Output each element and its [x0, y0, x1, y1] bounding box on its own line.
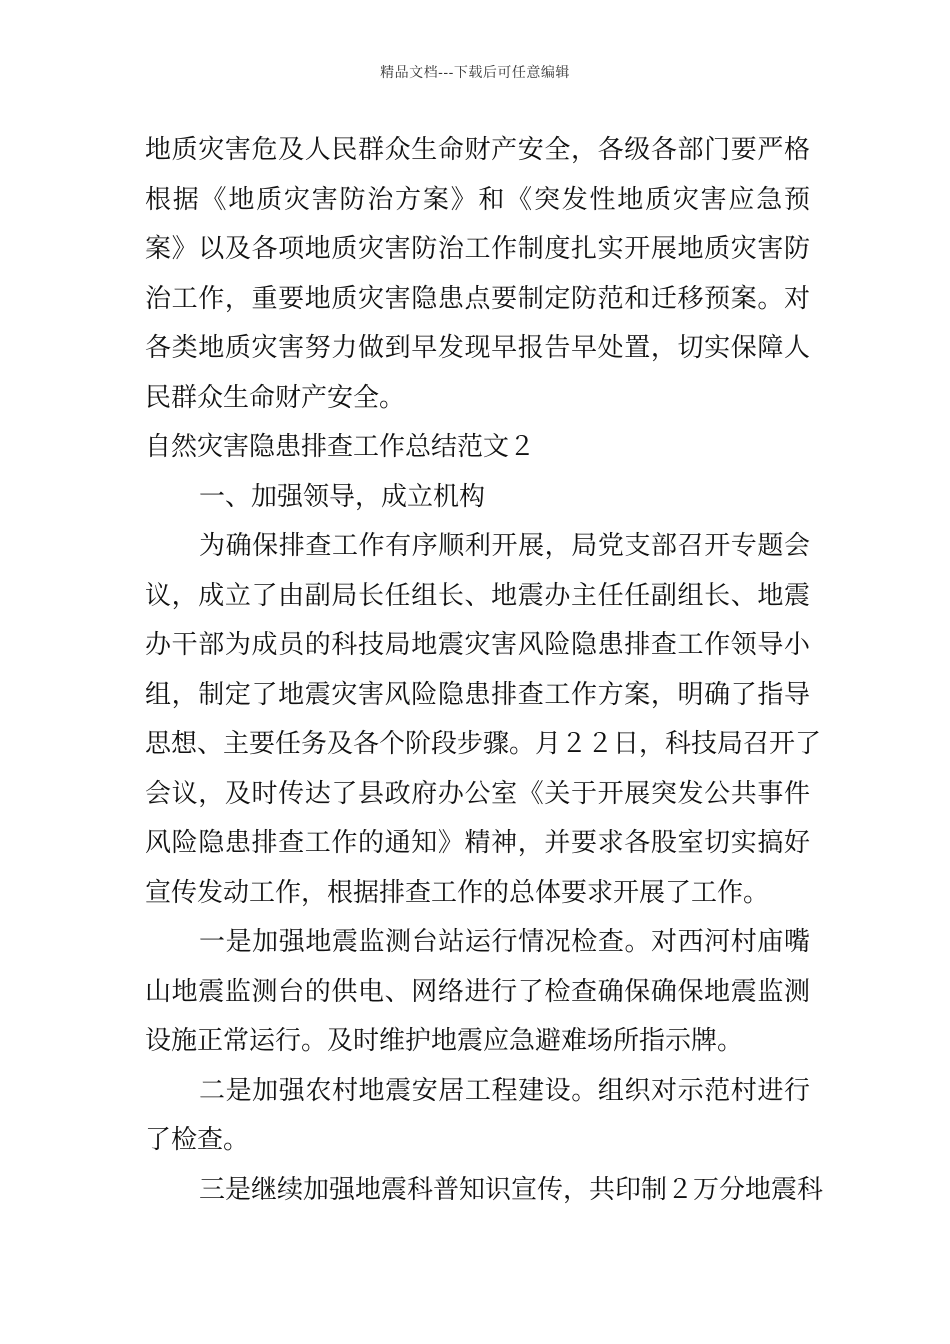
text-line: 地质灾害危及人民群众生命财产安全，各级各部门要严格 — [145, 135, 810, 165]
page-header: 精品文档---下载后可任意编辑 — [380, 65, 570, 81]
text-line: 组，制定了地震灾害风险隐患排查工作方案，明确了指导 — [145, 679, 810, 710]
text-line: 民群众生命财产安全。 — [145, 382, 406, 413]
text-line: 设施正常运行。及时维护地震应急避难场所指示牌。 — [145, 1026, 744, 1056]
text-line: 办干部为成员的科技局地震灾害风险隐患排查工作领导小 — [145, 630, 810, 660]
text-line: 自然灾害隐患排查工作总结范文２ — [145, 432, 536, 462]
text-line: 二是加强农村地震安居工程建设。组织对示范村进行 — [199, 1075, 810, 1106]
text-line: 案》以及各项地质灾害防治工作制度扎实开展地质灾害防 — [145, 234, 810, 264]
text-line: 为确保排查工作有序顺利开展，局党支部召开专题会 — [199, 531, 810, 561]
text-line: 一、加强领导，成立机构 — [199, 481, 486, 512]
text-line: 宣传发动工作，根据排查工作的总体要求开展了工作。 — [145, 877, 770, 908]
text-line: 三是继续加强地震科普知识宣传，共印制２万分地震科 — [199, 1174, 824, 1205]
text-line: 山地震监测台的供电、网络进行了检查确保确保地震监测 — [145, 976, 810, 1007]
text-line: 会议，及时传达了县政府办公室《关于开展突发公共事件 — [145, 778, 810, 809]
text-line: 治工作，重要地质灾害隐患点要制定防范和迁移预案。对 — [145, 283, 810, 314]
text-line: 思想、主要任务及各个阶段步骤。月２２日，科技局召开了 — [145, 729, 822, 759]
text-line: 风险隐患排查工作的通知》精神，并要求各股室切实搞好 — [145, 828, 810, 858]
text-line: 议，成立了由副局长任组长、地震办主任任副组长、地震 — [145, 580, 810, 611]
text-line: 一是加强地震监测台站运行情况检查。对西河村庙嘴 — [199, 927, 810, 957]
text-line: 根据《地质灾害防治方案》和《突发性地质灾害应急预 — [145, 184, 810, 215]
text-line: 各类地质灾害努力做到早发现早报告早处置，切实保障人 — [145, 333, 810, 363]
text-line: 了检查。 — [145, 1125, 250, 1155]
document-body — [145, 126, 824, 1215]
